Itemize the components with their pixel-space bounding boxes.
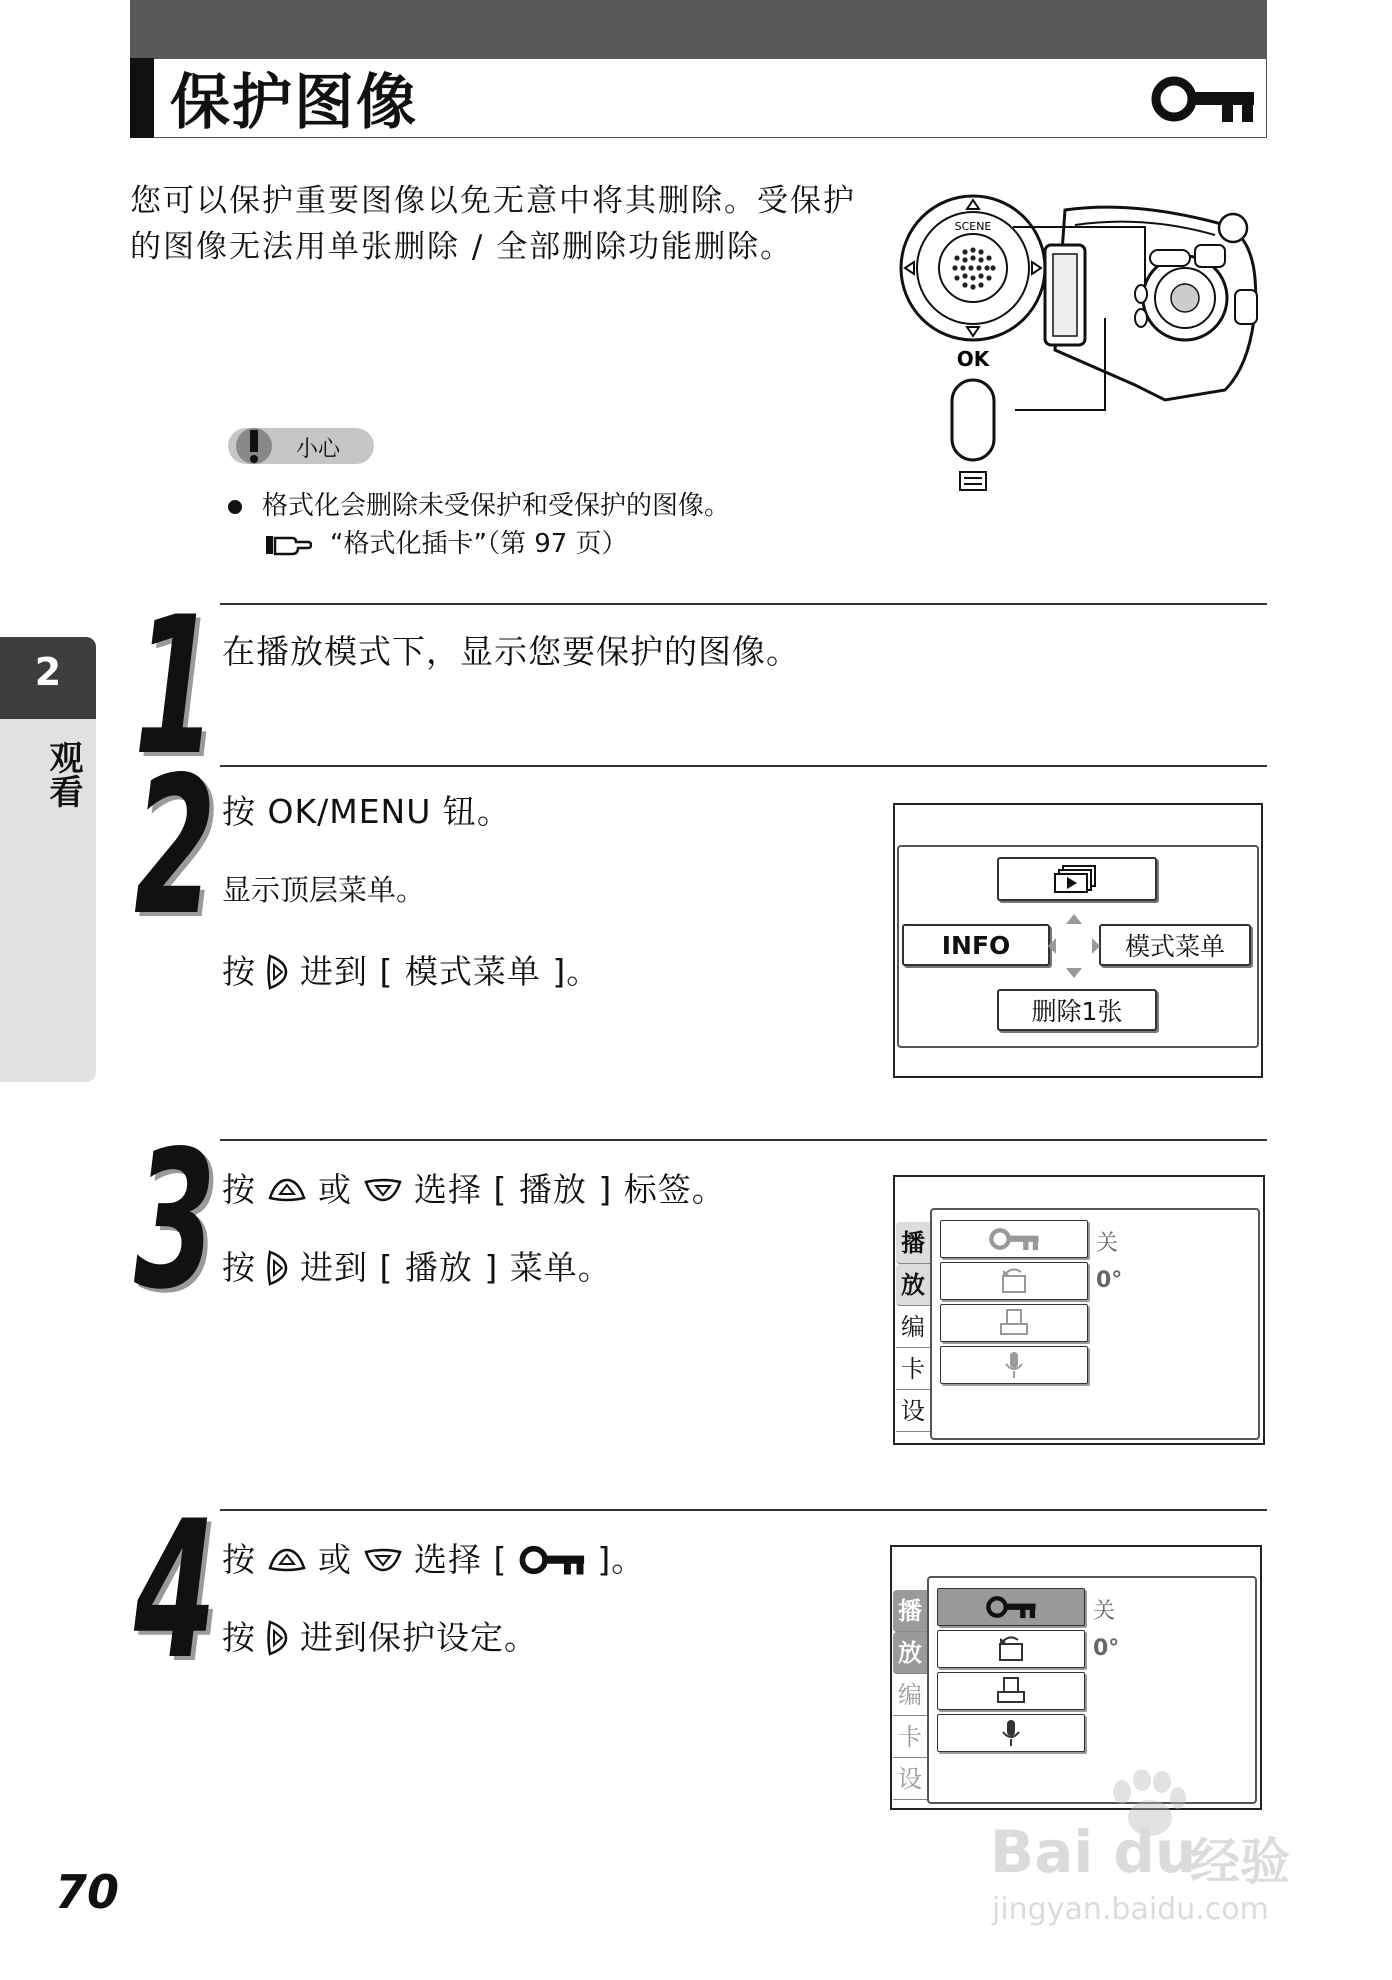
step-1-number: 1 [134, 576, 214, 797]
baidu-watermark [990, 1770, 1330, 1930]
print-order-item[interactable] [937, 1672, 1085, 1710]
ok-label: OK [956, 347, 990, 371]
mode-menu-button[interactable]: 模式菜单 [1099, 924, 1251, 966]
step-4-rule [220, 1509, 1267, 1511]
bullet-icon [228, 500, 242, 514]
step-2-line2-pre: 按 [222, 952, 256, 991]
step-3-line1-pre: 按 [222, 1170, 256, 1209]
tab-play-1[interactable]: 播 [896, 1222, 930, 1264]
step-3-line1-post: 选择 [ 播放 ] 标签。 [414, 1170, 726, 1209]
protect-key-icon [988, 1226, 1040, 1252]
rotate-icon [997, 1266, 1031, 1296]
protect-key-icon [1150, 72, 1256, 126]
protect-value: 关 [1096, 1231, 1119, 1256]
tab-play-2[interactable]: 放 [896, 1264, 930, 1306]
playback-icon [1053, 864, 1101, 894]
tab-setup[interactable]: 设 [896, 1390, 930, 1432]
tab-edit[interactable]: 编 [896, 1306, 930, 1348]
page-title: 保护图像 [170, 68, 418, 138]
step-2-subtext: 显示顶层菜单。 [222, 873, 426, 907]
tab-setup[interactable]: 设 [893, 1758, 927, 1800]
protect-item[interactable] [940, 1220, 1088, 1258]
microphone-icon [999, 1718, 1023, 1748]
protect-key-icon [985, 1594, 1037, 1620]
sound-item[interactable] [940, 1346, 1088, 1384]
right-arrow-button-icon [264, 952, 292, 992]
rotate-value: 0° [1096, 1268, 1123, 1293]
watermark-cn: 经验 [1190, 1833, 1290, 1891]
step-3-line2 [222, 1246, 612, 1290]
rotate-icon [994, 1634, 1028, 1664]
step-2-line2-post: 进到 [ 模式菜单 ]。 [300, 952, 601, 991]
down-arrow-button-icon [362, 1546, 404, 1574]
step-3-line2-pre: 按 [222, 1248, 256, 1287]
play-menu-tabs-1 [896, 1222, 930, 1432]
caution-exclamation-icon [232, 424, 276, 468]
step-4-line1-post2: ]。 [597, 1540, 646, 1579]
caution-text: 格式化会删除未受保护和受保护的图像。 [262, 491, 731, 521]
step-3-or: 或 [318, 1170, 352, 1209]
header-bar [130, 0, 1267, 58]
step-2-rule [220, 765, 1267, 767]
chapter-label: 观看 [43, 740, 83, 808]
step-1-rule [220, 603, 1267, 605]
page-number: 70 [55, 1865, 120, 1919]
step-4-line2-post: 进到保护设定。 [300, 1618, 538, 1657]
rotate-value: 0° [1093, 1636, 1120, 1661]
info-menu-button[interactable]: INFO [902, 924, 1050, 966]
step-3-rule [220, 1139, 1267, 1141]
tab-card[interactable]: 卡 [896, 1348, 930, 1390]
caution-reference: “格式化插卡”（第 97 页） [330, 529, 628, 559]
chapter-number: 2 [34, 650, 62, 694]
tab-edit[interactable]: 编 [893, 1674, 927, 1716]
playback-menu-button[interactable] [997, 857, 1157, 901]
title-accent-bar [130, 58, 154, 138]
step-3-number: 3 [134, 1110, 214, 1331]
sound-item[interactable] [937, 1714, 1085, 1752]
tab-play-1[interactable]: 播 [893, 1590, 927, 1632]
microphone-icon [1002, 1350, 1026, 1380]
protect-key-icon [517, 1543, 587, 1577]
reference-hand-icon [264, 530, 312, 560]
rotate-item[interactable] [937, 1630, 1085, 1668]
step-4-line2-pre: 按 [222, 1618, 256, 1657]
protect-item-selected[interactable] [937, 1588, 1085, 1626]
print-icon [994, 1676, 1028, 1706]
step-4-or: 或 [318, 1540, 352, 1579]
step-4-line1 [222, 1538, 645, 1582]
tab-play-2[interactable]: 放 [893, 1632, 927, 1674]
step-2-number: 2 [134, 736, 214, 957]
tab-card[interactable]: 卡 [893, 1716, 927, 1758]
step-1-text: 在播放模式下，显示您要保护的图像。 [222, 632, 800, 671]
up-arrow-button-icon [266, 1176, 308, 1204]
caution-label: 小心 [296, 437, 341, 462]
down-arrow-button-icon [362, 1176, 404, 1204]
print-order-item[interactable] [940, 1304, 1088, 1342]
step-4-line1-pre: 按 [222, 1540, 256, 1579]
play-menu-tabs-2 [893, 1590, 927, 1800]
step-3-line2-post: 进到 [ 播放 ] 菜单。 [300, 1248, 612, 1287]
dial-scene-label: SCENE [954, 220, 992, 233]
direction-arrows-icon [1046, 912, 1102, 980]
step-4-line2 [222, 1616, 538, 1660]
watermark-url: jingyan.baidu.com [992, 1892, 1269, 1927]
print-icon [997, 1308, 1031, 1338]
step-4-line1-post1: 选择 [ [414, 1540, 508, 1579]
watermark-brand: Bai du [990, 1818, 1197, 1886]
right-arrow-button-icon [264, 1248, 292, 1288]
right-arrow-button-icon [264, 1618, 292, 1658]
delete-one-button[interactable]: 删除1张 [997, 989, 1157, 1031]
step-4-number: 4 [134, 1480, 214, 1701]
protect-value: 关 [1093, 1599, 1116, 1624]
camera-illustration [895, 190, 1270, 500]
step-2-line2 [222, 950, 600, 994]
intro-paragraph: 您可以保护重要图像以免无意中将其删除。受保护的图像无法用单张删除 / 全部删除功能删除。 [130, 183, 856, 265]
up-arrow-button-icon [266, 1546, 308, 1574]
step-3-line1 [222, 1168, 726, 1212]
step-2-text: 按 OK/MENU 钮。 [222, 792, 511, 831]
rotate-item[interactable] [940, 1262, 1088, 1300]
